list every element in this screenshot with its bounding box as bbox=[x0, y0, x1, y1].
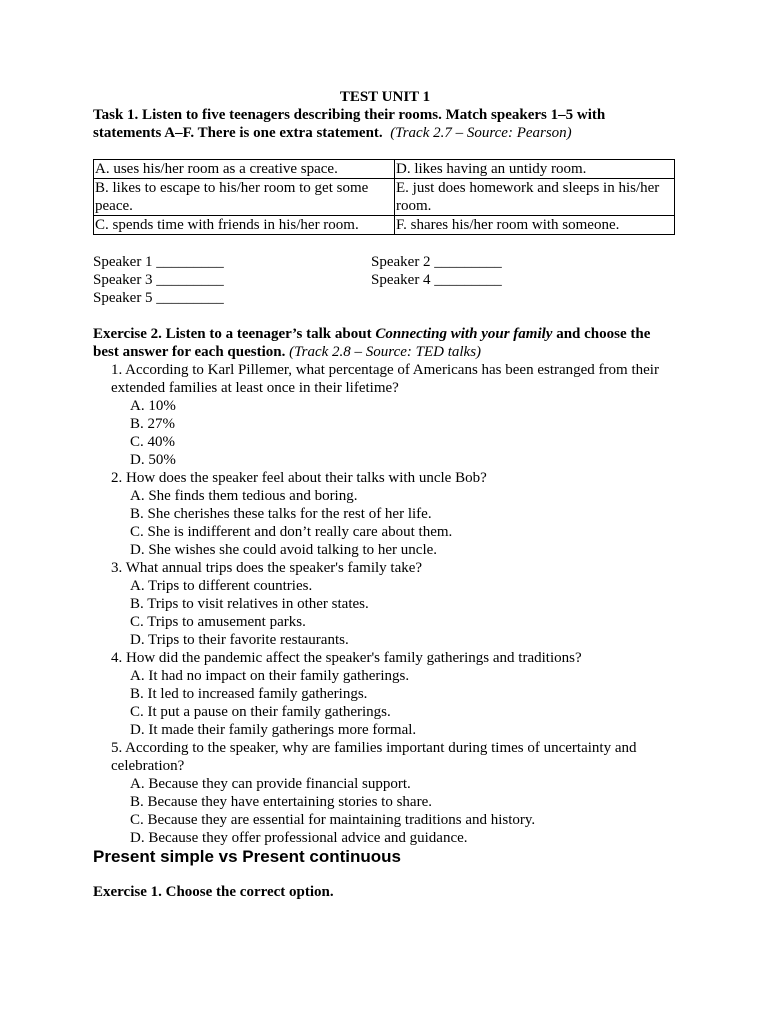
speaker-1-blank[interactable]: Speaker 1 _________ bbox=[93, 254, 224, 270]
exercise1-heading: Exercise 1. Choose the correct option. bbox=[93, 884, 334, 900]
table-cell: F. shares his/her room with someone. bbox=[395, 216, 675, 235]
exercise2-heading-rest: and choose the best answer for each question. bbox=[93, 326, 651, 360]
table-cell: E. just does homework and sleeps in his/her room. bbox=[395, 179, 675, 216]
option-1a[interactable]: A. 10% bbox=[130, 398, 176, 414]
exercise2-track: (Track 2.8 – Source: TED talks) bbox=[289, 344, 482, 360]
task1-instructions bbox=[93, 106, 677, 142]
speaker-4-blank[interactable]: Speaker 4 _________ bbox=[371, 272, 502, 288]
exercise2-heading-text: Exercise 2. Listen to a teenager’s talk about bbox=[93, 326, 376, 342]
option-4b[interactable]: B. It led to increased family gatherings. bbox=[130, 686, 368, 702]
option-1c[interactable]: C. 40% bbox=[130, 434, 175, 450]
speaker-answers bbox=[93, 253, 677, 307]
question-5: 5. According to the speaker, why are families important during times of uncertainty and celebration? bbox=[111, 740, 637, 774]
question-3: 3. What annual trips does the speaker's family take? bbox=[111, 560, 423, 576]
task1-track: (Track 2.7 – Source: Pearson) bbox=[390, 125, 572, 141]
option-3b[interactable]: B. Trips to visit relatives in other states. bbox=[130, 596, 369, 612]
option-5a[interactable]: A. Because they can provide financial support. bbox=[130, 776, 411, 792]
question-4: 4. How did the pandemic affect the speaker's family gatherings and traditions? bbox=[111, 650, 582, 666]
option-4a[interactable]: A. It had no impact on their family gatherings. bbox=[130, 668, 410, 684]
matching-table bbox=[93, 159, 675, 235]
table-cell: D. likes having an untidy room. bbox=[395, 160, 675, 179]
speaker-3-blank[interactable]: Speaker 3 _________ bbox=[93, 272, 224, 288]
option-2a[interactable]: A. She finds them tedious and boring. bbox=[130, 488, 358, 504]
table-cell: C. spends time with friends in his/her room. bbox=[94, 216, 395, 235]
option-1b[interactable]: B. 27% bbox=[130, 416, 175, 432]
question-1: 1. According to Karl Pillemer, what percentage of Americans has been estranged from their extended families at least once in their lifetime? bbox=[111, 362, 659, 396]
speaker-2-blank[interactable]: Speaker 2 _________ bbox=[371, 254, 502, 270]
option-3d[interactable]: D. Trips to their favorite restaurants. bbox=[130, 632, 349, 648]
question-2: 2. How does the speaker feel about their talks with uncle Bob? bbox=[111, 470, 487, 486]
exercise2-heading bbox=[93, 325, 677, 361]
table-row bbox=[94, 179, 675, 216]
table-cell: B. likes to escape to his/her room to get some peace. bbox=[94, 179, 395, 216]
page-title: TEST UNIT 1 bbox=[339, 89, 431, 105]
table-row bbox=[94, 160, 675, 179]
table-cell: A. uses his/her room as a creative space. bbox=[94, 160, 395, 179]
option-2d[interactable]: D. She wishes she could avoid talking to her uncle. bbox=[130, 542, 438, 558]
option-2b[interactable]: B. She cherishes these talks for the rest of her life. bbox=[130, 506, 432, 522]
document-page bbox=[93, 88, 677, 901]
exercise2 bbox=[93, 325, 677, 847]
option-3c[interactable]: C. Trips to amusement parks. bbox=[130, 614, 306, 630]
option-1d[interactable]: D. 50% bbox=[130, 452, 176, 468]
option-3a[interactable]: A. Trips to different countries. bbox=[130, 578, 313, 594]
option-4c[interactable]: C. It put a pause on their family gatherings. bbox=[130, 704, 391, 720]
option-5c[interactable]: C. Because they are essential for maintaining traditions and history. bbox=[130, 812, 536, 828]
option-4d[interactable]: D. It made their family gatherings more formal. bbox=[130, 722, 417, 738]
table-row bbox=[94, 216, 675, 235]
option-5b[interactable]: B. Because they have entertaining stories to share. bbox=[130, 794, 432, 810]
exercise2-topic: Connecting with your family bbox=[375, 326, 553, 342]
speaker-5-blank[interactable]: Speaker 5 _________ bbox=[93, 290, 224, 306]
section-title: Present simple vs Present continuous bbox=[93, 847, 401, 866]
option-2c[interactable]: C. She is indifferent and don’t really care about them. bbox=[130, 524, 453, 540]
option-5d[interactable]: D. Because they offer professional advice and guidance. bbox=[130, 830, 468, 846]
task1-heading: Task 1. Listen to five teenagers describing their rooms. Match speakers 1–5 with statements A–F. There is one extra statement. bbox=[93, 107, 606, 141]
